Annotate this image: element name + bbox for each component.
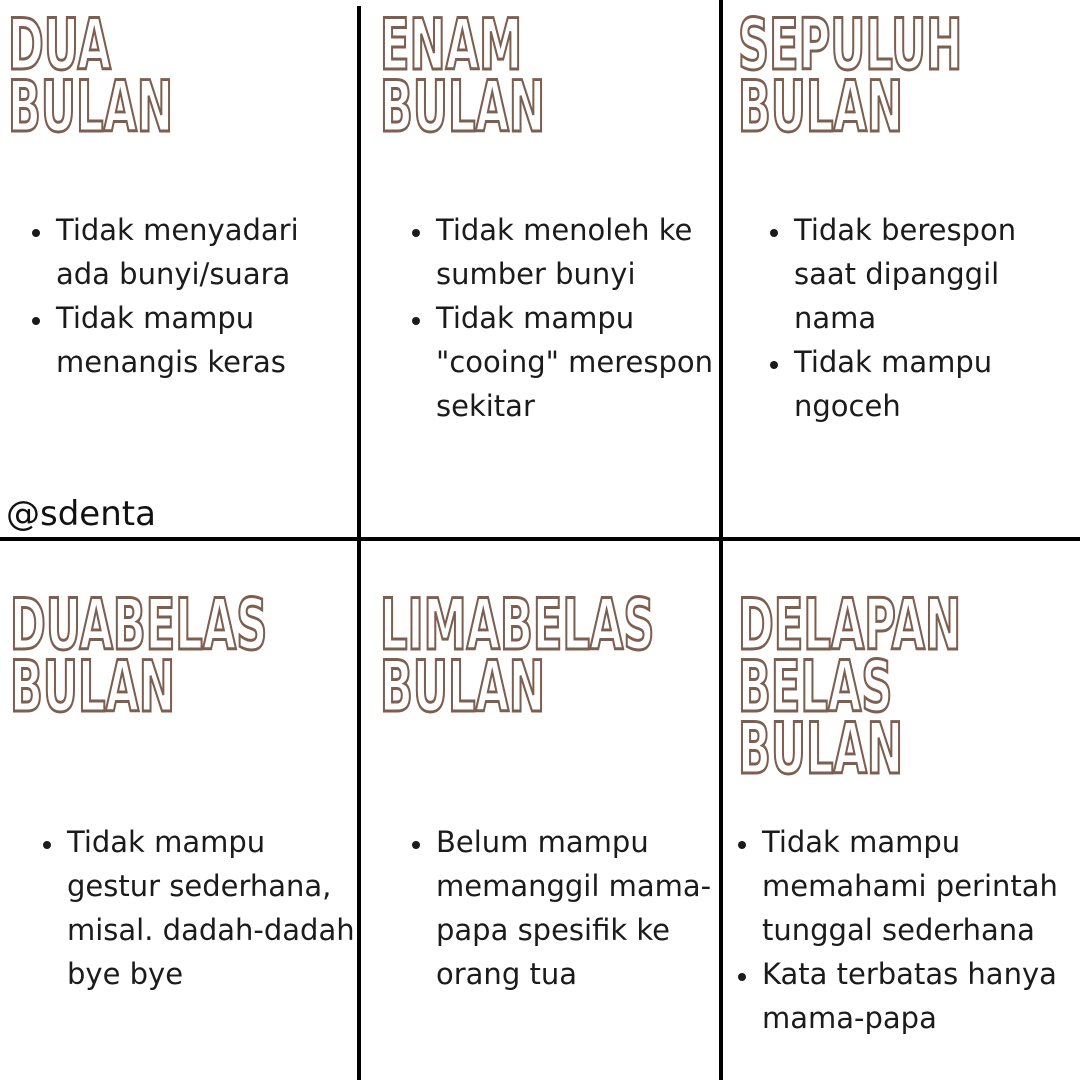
- title-line: LIMABELAS: [380, 584, 655, 667]
- grid-divider-horizontal: [0, 537, 1080, 541]
- title-line: BULAN: [8, 66, 174, 149]
- milestone-list: [35, 820, 365, 996]
- title-line: BULAN: [380, 66, 546, 149]
- title-line: SEPULUH: [738, 4, 963, 87]
- cell-title: [738, 584, 1017, 791]
- author-handle: @sdenta: [6, 494, 156, 534]
- list-item: • Tidak menyadari ada bunyi/suara: [54, 208, 354, 296]
- milestone-list: [730, 820, 1080, 1040]
- list-item: • Tidak mampu ngoceh: [792, 340, 1052, 428]
- milestone-list: [404, 820, 734, 996]
- list-item: • Tidak mampu "cooing" merespon sekitar: [434, 296, 734, 428]
- cell-title: [738, 4, 1018, 149]
- title-line: BELAS: [738, 646, 893, 729]
- title-line: ENAM: [380, 4, 523, 87]
- milestone-list: [404, 208, 734, 428]
- list-item: • Tidak berespon saat dipanggil nama: [792, 208, 1052, 340]
- title-line: DUABELAS: [10, 584, 268, 667]
- cell-title: [8, 4, 214, 149]
- title-line: BULAN: [380, 646, 546, 729]
- title-line: DUA: [8, 4, 111, 87]
- milestone-list: [24, 208, 354, 384]
- cell-title: [380, 584, 723, 729]
- list-item: • Tidak menoleh ke sumber bunyi: [434, 208, 734, 296]
- title-line: DELAPAN: [738, 584, 962, 667]
- list-item: • Kata terbatas hanya mama-papa: [760, 952, 1080, 1040]
- title-line: BULAN: [10, 646, 176, 729]
- title-line: BULAN: [738, 708, 904, 791]
- title-line: BULAN: [738, 66, 904, 149]
- list-item: • Tidak mampu menangis keras: [54, 296, 354, 384]
- milestone-list: [762, 208, 1052, 428]
- list-item: • Tidak mampu gestur sederhana, misal. dadah-dadah bye bye: [65, 820, 365, 996]
- cell-title: [10, 584, 332, 729]
- cell-title: [380, 4, 586, 149]
- list-item: • Tidak mampu memahami perintah tunggal sederhana: [760, 820, 1080, 952]
- list-item: • Belum mampu memanggil mama-papa spesifik ke orang tua: [434, 820, 734, 996]
